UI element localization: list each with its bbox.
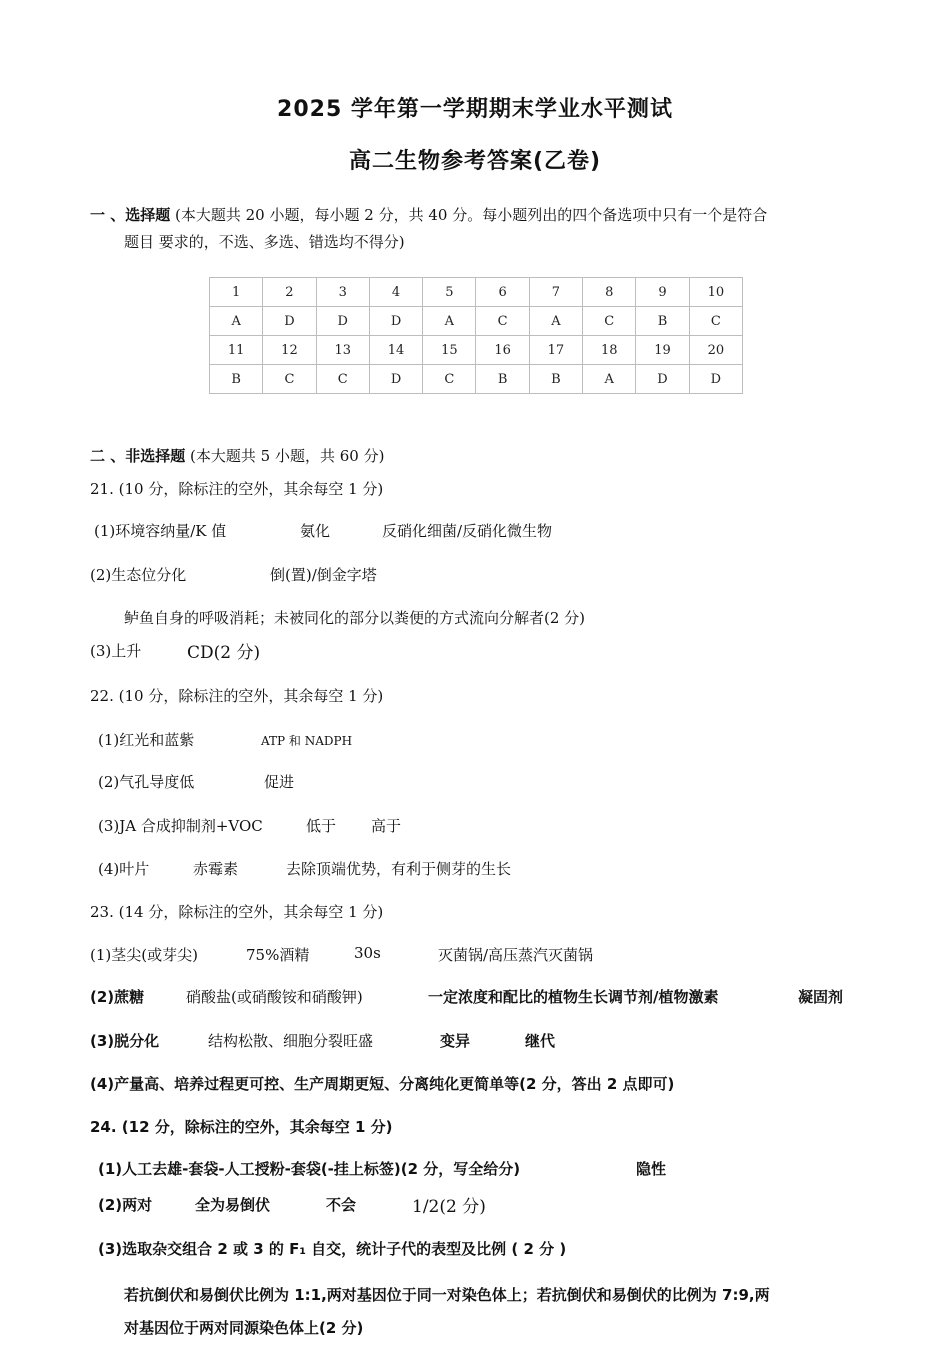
page-subtitle: 高二生物参考答案(乙卷) [348,149,602,174]
table-cell: 10 [689,278,742,307]
table-cell: B [476,365,529,394]
answer: 高于 [371,817,402,835]
table-cell: 7 [529,278,582,307]
q21-part2 [90,564,850,584]
table-cell: D [636,365,689,394]
table-cell: D [689,365,742,394]
table-cell: D [263,307,316,336]
table-cell: C [263,365,316,394]
answer: 去除顶端优势，有利于侧芽的生长 [286,860,512,878]
answer: 赤霉素 [193,860,239,878]
answer: 硝酸盐(或硝酸铵和硝酸钾) [186,988,363,1006]
q22-heading: 22. (10 分，除标注的空外，其余每空 1 分) [90,687,384,705]
answer: 变异 [440,1032,471,1050]
section2-heading [90,445,384,466]
table-cell: 16 [476,336,529,365]
table-cell: 14 [369,336,422,365]
table-cell: 5 [423,278,476,307]
answer: (4)叶片 [98,860,150,878]
answer: 继代 [525,1032,556,1050]
table-cell: D [369,307,422,336]
q22-part3 [90,815,850,835]
answer: (3)JA 合成抑制剂+VOC [98,817,263,835]
answer: 一定浓度和配比的植物生长调节剂/植物激素 [428,988,719,1006]
table-cell: C [583,307,636,336]
table-cell: 9 [636,278,689,307]
table-cell: 17 [529,336,582,365]
q23-part2 [90,986,850,1006]
table-row [210,336,743,365]
section1-label: 一 、选择题 [90,206,171,224]
answer: 倒(置)/倒金字塔 [270,566,377,584]
table-cell: 19 [636,336,689,365]
q22-part1 [90,729,850,749]
table-cell: C [423,365,476,394]
answer: (1)茎尖(或芽尖) [90,946,198,964]
answer: 全为易倒伏 [195,1196,271,1214]
answer: 不会 [326,1196,357,1214]
table-cell: B [210,365,263,394]
answer: (2)气孔导度低 [98,773,195,791]
answer: (3)脱分化 [90,1032,160,1050]
table-cell: 6 [476,278,529,307]
q24-part2 [90,1193,850,1215]
answer: 凝固剂 [798,988,844,1006]
table-cell: 3 [316,278,369,307]
table-cell: 20 [689,336,742,365]
section2-desc: (本大题共 5 小题，共 60 分) [190,447,385,465]
table-row [210,307,743,336]
answer: CD(2 分) [187,643,261,663]
answer: (1)环境容纳量/K 值 [94,522,227,540]
q21-heading: 21. (10 分，除标注的空外，其余每空 1 分) [90,480,384,498]
table-row [210,365,743,394]
table-cell: 18 [583,336,636,365]
table-cell: A [423,307,476,336]
table-cell: 11 [210,336,263,365]
table-cell: A [583,365,636,394]
answer: (2)蔗糖 [90,988,145,1006]
answer: 促进 [264,773,295,791]
table-cell: 1 [210,278,263,307]
table-cell: 13 [316,336,369,365]
section1-heading [90,204,767,225]
q21-part3 [90,638,850,663]
answer: (2)生态位分化 [90,566,187,584]
table-row [210,278,743,307]
q24-part3-cont: 若抗倒伏和易倒伏比例为 1:1,两对基因位于同一对染色体上；若抗倒伏和易倒伏的比例为 7:9,两 [124,1286,770,1304]
answer: (2)两对 [98,1196,153,1214]
table-cell: C [476,307,529,336]
answer: (3)上升 [90,642,142,660]
section1-desc: (本大题共 20 小题，每小题 2 分，共 40 分。每小题列出的四个备选项中只有一个是符合 [175,206,768,224]
q23-part1 [90,944,850,964]
table-cell: D [316,307,369,336]
answer: 30s [354,944,381,962]
table-cell: 12 [263,336,316,365]
q24-part3: (3)选取杂交组合 2 或 3 的 F₁ 自交，统计子代的表型及比例 ( 2 分 ) [98,1240,567,1258]
table-cell: B [529,365,582,394]
q24-part1 [90,1158,850,1178]
page-title: 2025 学年第一学期期末学业水平测试 [277,97,673,122]
answer: 反硝化细菌/反硝化微生物 [382,522,553,540]
answer: ATP 和 NADPH [261,734,353,748]
q22-part2 [90,771,850,791]
q23-heading: 23. (14 分，除标注的空外，其余每空 1 分) [90,903,384,921]
table-cell: A [529,307,582,336]
table-cell: A [210,307,263,336]
q22-part4 [90,858,850,878]
q23-part3 [90,1030,850,1050]
answer: 灭菌锅/高压蒸汽灭菌锅 [438,946,594,964]
answer: 75%酒精 [246,946,310,964]
answer: 1/2(2 分) [412,1197,486,1217]
table-cell: 8 [583,278,636,307]
q21-part2-cont: 鲈鱼自身的呼吸消耗；未被同化的部分以粪便的方式流向分解者(2 分) [124,609,586,627]
section2-label: 二 、非选择题 [90,447,186,465]
table-cell: 2 [263,278,316,307]
answer: (1)人工去雄-套袋-人工授粉-套袋(-挂上标签)(2 分，写全给分) [98,1160,521,1178]
answer-table [209,277,743,394]
answer: 结构松散、细胞分裂旺盛 [208,1032,374,1050]
answer: 隐性 [636,1160,667,1178]
table-cell: C [689,307,742,336]
section1-desc-cont: 题目 要求的，不选、多选、错选均不得分) [124,233,405,251]
q24-part3-cont2: 对基因位于两对同源染色体上(2 分) [124,1319,364,1337]
q24-heading: 24. (12 分，除标注的空外，其余每空 1 分) [90,1118,393,1136]
q23-part4: (4)产量高、培养过程更可控、生产周期更短、分离纯化更简单等(2 分，答出 2 点即可) [90,1075,675,1093]
table-cell: 4 [369,278,422,307]
answer: 低于 [306,817,337,835]
q21-part1 [90,520,850,540]
table-cell: C [316,365,369,394]
table-cell: B [636,307,689,336]
table-cell: D [369,365,422,394]
answer: (1)红光和蓝紫 [98,731,195,749]
answer: 氨化 [300,522,331,540]
table-cell: 15 [423,336,476,365]
